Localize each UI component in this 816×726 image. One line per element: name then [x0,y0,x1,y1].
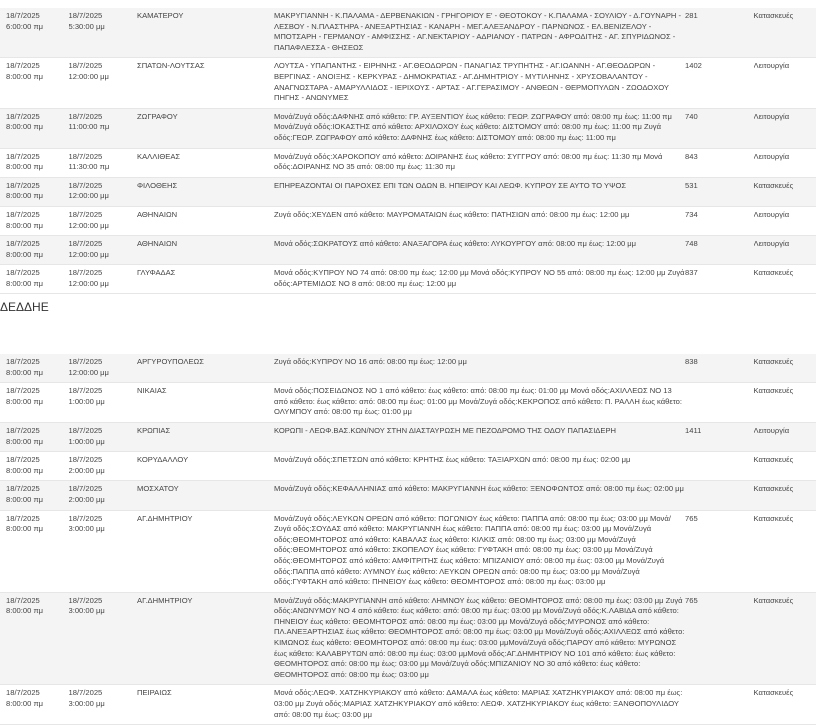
affected-streets: Μονά/Ζυγά οδός:ΧΑΡΟΚΟΠΟΥ από κάθετο: ΔΟΙΡΑΝΗΣ έως κάθετο: ΣΥΓΓΡΟΥ από: 08:00 πμ έως: 11:30 πμ Μονά οδός:ΔΟΙΡΑΝΗΣ ΝΟ 35 από: 08:00 πμ έως: 11:30 πμ [274,151,663,172]
code: 1411 [685,425,702,435]
to-date: 18/7/2025 [68,425,103,435]
cell-code [685,8,754,58]
outage-row [0,510,816,592]
from-time: 8:00:00 πμ [6,494,44,504]
area: ΝΙΚΑΙΑΣ [137,386,167,396]
area: ΖΩΓΡΑΦΟΥ [137,111,178,121]
code: 765 [685,595,698,605]
affected-streets: Μονά/Ζυγά οδός:ΔΑΦΝΗΣ από κάθετο: ΓΡ. ΑΥΞΕΝΤΙΟΥ έως κάθετο: ΓΕΩΡ. ΖΩΓΡΑΦΟΥ από: 08:00 πμ έως: 11:00 πμ Μονά/Ζυγά οδός:ΙΟΚΑΣΤΗΣ από κάθετο: ΑΡΧΙΛΟΧΟΥ έως κάθετο: ΔΙΣΤΟΜΟΥ από: 08:00 πμ έως: 11:00 πμ Ζυγά οδός:ΓΕΩΡ. ΖΩΓΡΑΦΟΥ από κάθετο: ΔΑΦΝΗΣ έως κάθετο: ΔΙΣΤΟΜΟΥ από: 08:00 πμ έως: 11:00 πμ [274,111,672,142]
to-time: 11:00:00 πμ [68,122,110,132]
cell-to-date [69,685,138,725]
outage-row [0,685,816,725]
cell-reason [754,265,816,294]
cell-code [685,148,754,177]
reason: Κατασκευές [753,484,794,494]
cell-area [137,206,274,235]
cell-area [137,383,274,423]
cell-affected-streets [274,422,685,451]
cell-affected-streets [274,8,685,58]
to-time: 12:00:00 μμ [68,249,109,259]
area: ΑΓ.ΔΗΜΗΤΡΙΟΥ [137,513,193,523]
cell-code [685,510,754,592]
outage-row [0,108,816,148]
cell-reason [754,481,816,510]
reason: Λειτουργία [753,239,790,249]
from-date: 18/7/2025 [6,180,40,190]
from-time: 8:00:00 πμ [6,524,44,534]
reason: Κατασκευές [753,513,794,523]
cell-area [137,108,274,148]
outage-row [0,8,816,58]
cell-from-date [0,481,69,510]
outages-table-1 [0,8,816,294]
to-date: 18/7/2025 [68,595,103,605]
affected-streets: Μονά οδός:ΠΟΣΕΙΔΩΝΟΣ ΝΟ 1 από κάθετο: έως κάθετο: από: 08:00 πμ έως: 01:00 μμ Μονά οδός:ΑΧΙΛΛΕΩΣ ΝΟ 13 από κάθετο: έως κάθετο: από: 08:00 πμ έως: 01:00 μμ Μονά/Ζυγά οδός:ΚΕΚΡΟΠΟΣ από κάθετο: Π. ΡΑΛΛΗ έως κάθετο: ΟΛΥΜΠΟΥ από: 08:00 πμ έως: 01:00 μμ [274,386,682,417]
cell-reason [754,592,816,685]
to-date: 18/7/2025 [68,513,103,523]
to-date: 18/7/2025 [68,688,103,698]
from-date: 18/7/2025 [6,209,40,219]
cell-code [685,58,754,108]
affected-streets: ΜΑΚΡΥΓΙΑΝΝΗ - Κ.ΠΑΛΑΜΑ - ΔΕΡΒΕΝΑΚΙΩΝ - ΓΡΗΓΟΡΙΟΥ Ε' - ΘΕΟΤΟΚΟΥ - Κ.ΠΑΛΑΜΑ - ΣΟΥΛΙΟΥ - Δ.ΓΟΥΝΑΡΗ - ΛΕΣΒΟΥ - Ν.ΠΛΑΣΤΗΡΑ - ΑΝΕΞΑΡΤΗΣΙΑΣ - ΚΑΝΑΡΗ - ΜΕΓ.ΑΛΕΞΑΝΔΡΟΥ - ΠΑΡΝΩΝΟΣ - ΕΛ.ΒΕΝΙΖΕΛΟΥ - ΜΠΟΤΣΑΡΗ - ΓΕΡΜΑΝΟΥ - ΑΜΦΙΣΣΗΣ - ΑΓ.ΝΕΚΤΑΡΙΟΥ - ΑΔΡΙΑΝΟΥ - ΠΑΤΡΩΝ - ΑΦΡΟΔΙΤΗΣ - ΑΓ. ΣΠΥΡΙΔΩΝΟΣ - ΠΑΠΑΦΛΕΣΣΑ - ΘΗΣΕΩΣ [274,11,682,52]
cell-from-date [0,236,69,265]
area: ΚΑΛΛΙΘΕΑΣ [137,151,181,161]
cell-affected-streets [274,177,685,206]
from-date: 18/7/2025 [6,386,40,396]
cell-code [685,383,754,423]
to-date: 18/7/2025 [68,357,103,366]
cell-code [685,452,754,481]
cell-to-date [69,206,138,235]
to-time: 2:00:00 μμ [68,494,105,504]
from-date: 18/7/2025 [6,268,40,278]
affected-streets: ΛΟΥΤΣΑ - ΥΠΑΠΑΝΤΗΣ - ΕΙΡΗΝΗΣ - ΑΓ.ΘΕΟΔΩΡΩΝ - ΠΑΝΑΓΙΑΣ ΤΡΥΠΗΤΗΣ - ΑΓ.ΙΩΑΝΝΗ - ΑΓ.ΘΕΟΔΩΡΩΝ - ΒΕΡΓΙΝΑΣ - ΑΝΟΙΞΗΣ - ΚΕΡΚΥΡΑΣ - ΔΗΜΟΚΡΑΤΙΑΣ - ΑΓ.ΔΗΜΗΤΡΙΟΥ - ΜΥΤΙΛΗΝΗΣ - ΧΡΥΣΟΒΑΛΑΝΤΟΥ - ΑΝΑΓΝΩΣΤΑΡΑ - ΑΜΑΡΥΛΛΙΔΟΣ - ΙΕΡΙΧΟΥΣ - ΑΡΤΑΣ - ΑΓ.ΓΕΡΑΣΙΜΟΥ - ΑΝΘΕΩΝ - ΘΕΡΜΟΠΥΛΩΝ - ΖΩΟΔΟΧΟΥ ΠΗΓΗΣ - ΑΝΩΝΥΜΕΣ [274,61,669,103]
reason: Κατασκευές [753,455,794,465]
cell-code [685,236,754,265]
from-date: 18/7/2025 [6,11,40,20]
from-date: 18/7/2025 [6,688,40,698]
cell-from-date [0,452,69,481]
area: ΓΛΥΦΑΔΑΣ [137,268,176,278]
from-time: 8:00:00 πμ [6,122,44,132]
from-time: 8:00:00 πμ [6,436,44,446]
reason: Λειτουργία [753,61,790,71]
cell-reason [754,177,816,206]
from-date: 18/7/2025 [6,513,40,523]
cell-affected-streets [274,685,685,725]
area: ΦΙΛΟΘΕΗΣ [137,180,178,190]
cell-to-date [69,177,138,206]
from-time: 8:00:00 πμ [6,367,44,377]
cell-from-date [0,206,69,235]
from-time: 8:00:00 πμ [6,278,44,288]
from-time: 8:00:00 πμ [6,162,44,172]
reason: Κατασκευές [753,11,794,20]
from-time: 8:00:00 πμ [6,396,44,406]
affected-streets: Μονά/Ζυγά οδός:ΛΕΥΚΩΝ ΟΡΕΩΝ από κάθετο: ΠΩΓΩΝΙΟΥ έως κάθετο: ΠΑΠΠΑ από: 08:00 πμ έως: 03:00 μμ Μονά/Ζυγά οδός:ΣΟΥΔΑΣ από κάθετο: ΜΑΚΡΥΓΙΑΝΝΗ έως κάθετο: ΠΑΠΠΑ από: 08:00 πμ έως: 03:00 μμ Μονά/Ζυγά οδός:ΘΕΟΜΗΤΟΡΟΣ από κάθετο: ΚΑΒΑΛΑΣ έως κάθετο: ΚΙΛΚΙΣ από: 08:00 πμ έως: 03:00 μμ Μονά/Ζυγά οδός:ΘΕΟΜΗΤΟΡΟΣ από κάθετο: ΣΚΟΠΕΛΟΥ έως κάθετο: ΓΥΦΤΑΚΗ από: 08:00 πμ έως: 03:00 μμ Μονά/Ζυγά οδός:ΘΕΟΜΗΤΟΡΟΣ από κάθετο: ΑΜΦΙΤΡΙΤΗΣ έως κάθετο: ΜΠΙΖΑΝΙΟΥ από: 08:00 πμ έως: 03:00 μμ Μονά/Ζυγά οδός:ΠΑΠΠΑ από κάθετο: ΛΥΜΝΟΥ έως κάθετο: ΛΕΥΚΩΝ ΟΡΕΩΝ από: 08:00 πμ έως: 03:00 μμ Μονά/Ζυγά οδός:ΓΥΦΤΑΚΗ από κάθετο: ΠΗΝΕΙΟΥ έως κάθετο: ΘΕΟΜΗΤΟΡΟΣ από: 08:00 πμ έως: 03:00 μμ [274,513,671,587]
cell-area [137,236,274,265]
reason: Κατασκευές [753,268,794,278]
to-date: 18/7/2025 [68,111,103,121]
area: ΑΘΗΝΑΙΩΝ [137,209,178,219]
cell-reason [754,108,816,148]
cell-affected-streets [274,592,685,685]
cell-to-date [69,481,138,510]
from-date: 18/7/2025 [6,455,40,465]
reason: Κατασκευές [753,180,794,190]
to-time: 1:00:00 μμ [68,436,105,446]
affected-streets: Μονά οδός:ΛΕΩΦ. ΧΑΤΖΗΚΥΡΙΑΚΟΥ από κάθετο: ΔΑΜΑΛΑ έως κάθετο: ΜΑΡΙΑΣ ΧΑΤΖΗΚΥΡΙΑΚΟΥ από: 08:00 πμ έως: 03:00 μμ Ζυγά οδός:ΜΑΡΙΑΣ ΧΑΤΖΗΚΥΡΙΑΚΟΥ από κάθετο: ΛΕΩΦ. ΧΑΤΖΗΚΥΡΙΑΚΟΥ έως κάθετο: ΞΑΝΘΟΠΟΥΛΙΔΟΥ από: 08:00 πμ έως: 03:00 μμ [274,688,683,719]
cell-reason [754,8,816,58]
outage-row [0,177,816,206]
outages-table-1-body [0,8,816,294]
cell-to-date [69,236,138,265]
cell-reason [754,685,816,725]
affected-streets: Μονά/Ζυγά οδός:ΚΕΦΑΛΛΗΝΙΑΣ από κάθετο: ΜΑΚΡΥΓΙΑΝΝΗ έως κάθετο: ΞΕΝΟΦΩΝΤΟΣ από: 08:00 πμ έως: 02:00 μμ [274,484,684,494]
cell-to-date [69,592,138,685]
outage-row [0,265,816,294]
from-date: 18/7/2025 [6,111,40,121]
affected-streets: Ζυγά οδός:ΚΥΠΡΟΥ ΝΟ 16 από: 08:00 πμ έως: 12:00 μμ [274,357,467,366]
to-time: 3:00:00 μμ [68,699,105,709]
area: ΚΡΩΠΙΑΣ [137,425,171,435]
code: 1402 [685,61,702,71]
from-time: 6:00:00 πμ [6,21,44,31]
from-date: 18/7/2025 [6,151,40,161]
cell-reason [754,354,816,383]
cell-reason [754,510,816,592]
cell-code [685,265,754,294]
to-date: 18/7/2025 [68,151,103,161]
to-time: 1:00:00 μμ [68,396,105,406]
to-time: 12:00:00 μμ [68,367,109,377]
to-time: 2:00:00 μμ [68,465,105,475]
reason: Κατασκευές [753,386,794,396]
to-time: 11:30:00 πμ [68,162,110,172]
outage-row [0,148,816,177]
area: ΣΠΑΤΩΝ-ΛΟΥΤΣΑΣ [137,61,205,71]
cell-area [137,422,274,451]
cell-from-date [0,58,69,108]
from-time: 8:00:00 πμ [6,465,44,475]
cell-area [137,592,274,685]
outage-row [0,452,816,481]
to-time: 12:00:00 μμ [68,191,109,201]
section-title: ΔΕΔΔΗΕ [0,300,49,314]
cell-to-date [69,8,138,58]
outage-row [0,592,816,685]
affected-streets: ΕΠΗΡΕΑΖΟΝΤΑΙ ΟΙ ΠΑΡΟΧΕΣ ΕΠΙ ΤΩΝ ΟΔΩΝ Β. ΗΠΕΙΡΟΥ ΚΑΙ ΛΕΩΦ. ΚΥΠΡΟΥ ΣΕ ΑΥΤΟ ΤΟ ΥΨΟΣ [274,180,627,190]
cell-affected-streets [274,236,685,265]
code: 531 [685,180,698,190]
from-time: 8:00:00 πμ [6,71,44,81]
cell-area [137,354,274,383]
code: 838 [685,357,698,366]
outage-row [0,58,816,108]
cell-to-date [69,422,138,451]
cell-affected-streets [274,452,685,481]
cell-from-date [0,685,69,725]
reason: Λειτουργία [753,111,790,121]
cell-area [137,481,274,510]
to-time: 3:00:00 μμ [68,524,105,534]
cell-code [685,177,754,206]
cell-affected-streets [274,108,685,148]
to-date: 18/7/2025 [68,209,103,219]
cell-from-date [0,108,69,148]
area: ΚΟΡΥΔΑΛΛΟΥ [137,455,189,465]
cell-affected-streets [274,148,685,177]
to-date: 18/7/2025 [68,455,103,465]
from-date: 18/7/2025 [6,357,40,366]
from-date: 18/7/2025 [6,484,40,494]
cell-from-date [0,265,69,294]
cell-code [685,422,754,451]
cell-to-date [69,265,138,294]
to-date: 18/7/2025 [68,11,103,20]
outage-row [0,481,816,510]
cell-code [685,354,754,383]
cell-from-date [0,510,69,592]
cell-from-date [0,592,69,685]
affected-streets: Ζυγά οδός:ΧΕΥΔΕΝ από κάθετο: ΜΑΥΡΟΜΑΤΑΙΩΝ έως κάθετο: ΠΑΤΗΣΙΩΝ από: 08:00 πμ έως: 12:00 μμ [274,209,630,219]
area: ΑΘΗΝΑΙΩΝ [137,239,178,249]
cell-affected-streets [274,265,685,294]
cell-to-date [69,148,138,177]
to-date: 18/7/2025 [68,239,103,249]
cell-area [137,8,274,58]
cell-area [137,265,274,294]
cell-from-date [0,177,69,206]
cell-to-date [69,108,138,148]
to-date: 18/7/2025 [68,268,103,278]
cell-to-date [69,354,138,383]
cell-code [685,685,754,725]
from-date: 18/7/2025 [6,425,40,435]
area: ΑΡΓΥΡΟΥΠΟΛΕΩΣ [137,357,204,366]
cell-affected-streets [274,510,685,592]
affected-streets: Μονά οδός:ΚΥΠΡΟΥ ΝΟ 74 από: 08:00 πμ έως: 12:00 μμ Μονά οδός:ΚΥΠΡΟΥ ΝΟ 55 από: 08:00 πμ έως: 12:00 μμ Ζυγά οδός:ΑΡΤΕΜΙΔΟΣ ΝΟ 8 από: 08:00 πμ έως: 12:00 μμ [274,268,685,288]
to-date: 18/7/2025 [68,386,103,396]
cell-from-date [0,354,69,383]
to-time: 5:30:00 μμ [68,21,105,31]
cell-from-date [0,148,69,177]
cell-code [685,206,754,235]
cell-area [137,148,274,177]
outage-row [0,206,816,235]
code: 765 [685,513,698,523]
reason: Κατασκευές [753,595,794,605]
code: 740 [685,111,698,121]
affected-streets: Μονά/Ζυγά οδός:ΜΑΚΡΥΓΙΑΝΝΗ από κάθετο: ΛΗΜΝΟΥ έως κάθετο: ΘΕΟΜΗΤΟΡΟΣ από: 08:00 πμ έως: 03:00 μμ Ζυγά οδός:ΑΝΩΝΥΜΟΥ ΝΟ 4 από κάθετο: έως κάθετο: από: 08:00 πμ έως: 03:00 μμ Μονά/Ζυγά οδός:Κ.ΛΑΒΙΔΑ από κάθετο: ΠΗΝΕΙΟΥ έως κάθετο: ΘΕΟΜΗΤΟΡΟΣ από: 08:00 πμ έως: 03:00 μμ Μονά/Ζυγά οδός:ΜΥΡΟΝΟΣ από κάθετο: ΠΛ.ΑΝΕΞΑΡΤΗΣΙΑΣ έως κάθετο: ΘΕΟΜΗΤΟΡΟΣ από: 08:00 πμ έως: 03:00 μμ Μονά/Ζυγά οδός:ΑΧΙΛΛΕΩΣ από κάθετο: ΚΙΜΩΝΟΣ έως κάθετο: ΘΕΟΜΗΤΟΡΟΣ από: 08:00 πμ έως: 03:00 μμΜονά/Ζυγά οδός:ΠΑΡΟΥ από κάθετο: ΜΥΡΩΝΟΣ έως κάθετο: ΚΑΛΑΒΡΥΤΩΝ από: 08:00 πμ έως: 03:00 μμΜονά οδός:ΑΓ.ΔΗΜΗΤΡΙΟΥ ΝΟ 101 από κάθετο: έως κάθετο: ΘΕΟΜΗΤΟΡΟΣ από: 08:00 πμ έως: 03:00 μμ Μονά/Ζυγά οδός:ΜΠΙΖΑΝΙΟΥ ΝΟ 30 από κάθετο: έως κάθετο: ΘΕΟΜΗΤΟΡΟΣ από: 08:00 πμ έως: 03:00 μμ [274,595,685,679]
cell-code [685,108,754,148]
reason: Λειτουργία [753,209,790,219]
cell-to-date [69,452,138,481]
to-date: 18/7/2025 [68,180,103,190]
affected-streets: ΚΟΡΩΠΙ - ΛΕΩΦ.ΒΑΣ.ΚΩΝ/ΝΟΥ ΣΤΗΝ ΔΙΑΣΤΑΥΡΩΣΗ ΜΕ ΠΕΖΟΔΡΟΜΟ ΤΗΣ ΟΔΟΥ ΠΑΠΑΣΙΔΕΡΗ [274,425,616,435]
cell-reason [754,58,816,108]
cell-code [685,592,754,685]
from-time: 8:00:00 πμ [6,699,44,709]
from-date: 18/7/2025 [6,239,40,249]
reason: Κατασκευές [753,688,794,698]
cell-from-date [0,422,69,451]
cell-area [137,58,274,108]
from-time: 8:00:00 πμ [6,191,44,201]
cell-to-date [69,510,138,592]
cell-area [137,510,274,592]
code: 748 [685,239,698,249]
from-date: 18/7/2025 [6,595,40,605]
outage-row [0,354,816,383]
cell-area [137,177,274,206]
cell-from-date [0,383,69,423]
cell-code [685,481,754,510]
area: ΚΑΜΑΤΕΡΟΥ [137,11,184,20]
outage-row [0,422,816,451]
cell-reason [754,422,816,451]
area: ΑΓ.ΔΗΜΗΤΡΙΟΥ [137,595,193,605]
from-time: 8:00:00 πμ [6,606,44,616]
cell-area [137,685,274,725]
outages-table-2 [0,354,816,725]
outage-row [0,383,816,423]
affected-streets: Μονά οδός:ΣΩΚΡΑΤΟΥΣ από κάθετο: ΑΝΑΞΑΓΟΡΑ έως κάθετο: ΛΥΚΟΥΡΓΟΥ από: 08:00 πμ έως: 12:00 μμ [274,239,637,249]
area: ΜΟΣΧΑΤΟΥ [137,484,179,494]
to-date: 18/7/2025 [68,484,103,494]
to-time: 12:00:00 μμ [68,220,109,230]
to-time: 12:00:00 μμ [68,71,109,81]
reason: Κατασκευές [753,357,794,366]
code: 281 [685,11,698,20]
cell-reason [754,206,816,235]
code: 843 [685,151,698,161]
to-time: 12:00:00 μμ [68,278,109,288]
cell-affected-streets [274,354,685,383]
reason: Λειτουργία [753,425,790,435]
cell-to-date [69,58,138,108]
cell-reason [754,452,816,481]
cell-reason [754,383,816,423]
cell-to-date [69,383,138,423]
cell-area [137,452,274,481]
cell-affected-streets [274,58,685,108]
cell-affected-streets [274,206,685,235]
reason: Λειτουργία [753,151,790,161]
code: 734 [685,209,698,219]
from-time: 8:00:00 πμ [6,220,44,230]
cell-from-date [0,8,69,58]
outage-row [0,236,816,265]
area: ΠΕΙΡΑΙΩΣ [137,688,172,698]
outages-table-2-body [0,354,816,725]
cell-affected-streets [274,481,685,510]
cell-affected-streets [274,383,685,423]
from-date: 18/7/2025 [6,61,40,71]
from-time: 8:00:00 πμ [6,249,44,259]
cell-reason [754,148,816,177]
to-time: 3:00:00 μμ [68,606,105,616]
to-date: 18/7/2025 [68,61,103,71]
affected-streets: Μονά/Ζυγά οδός:ΣΠΕΤΣΩΝ από κάθετο: ΚΡΗΤΗΣ έως κάθετο: ΤΑΞΙΑΡΧΩΝ από: 08:00 πμ έως: 02:00 μμ [274,455,631,465]
code: 837 [685,268,698,278]
cell-reason [754,236,816,265]
